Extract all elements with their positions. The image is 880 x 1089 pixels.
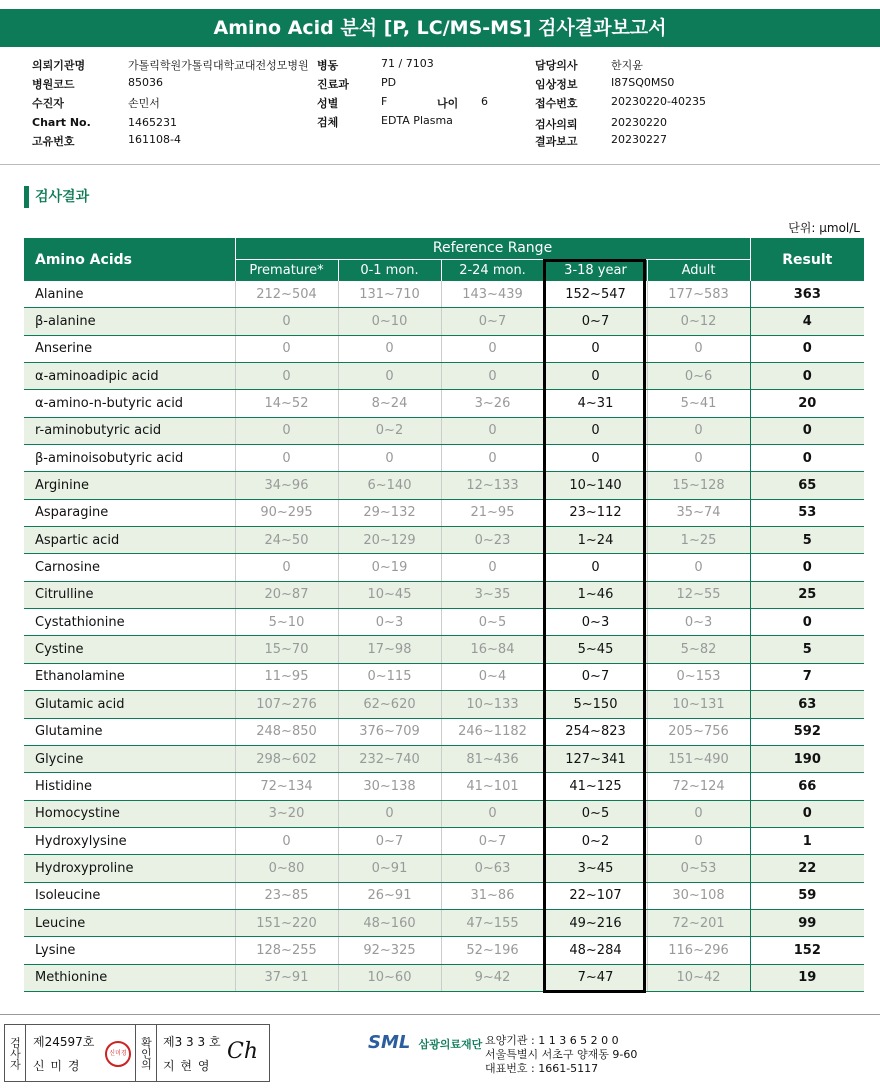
reference-range-cell: 90~295 bbox=[235, 499, 338, 526]
table-row bbox=[24, 882, 864, 909]
clinical-info-label: 임상정보 bbox=[535, 78, 578, 91]
reference-range-cell: 30~108 bbox=[647, 882, 750, 909]
sml-logo-text: SML bbox=[368, 1032, 411, 1053]
reference-range-cell: 0~4 bbox=[441, 663, 544, 690]
amino-acid-name: Arginine bbox=[24, 472, 235, 499]
reference-range-cell: 41~125 bbox=[544, 773, 647, 800]
amino-acid-name: Anserine bbox=[24, 335, 235, 362]
reference-range-cell: 3~26 bbox=[441, 390, 544, 417]
reference-range-cell: 0 bbox=[441, 554, 544, 581]
chart-no-value: 1465231 bbox=[128, 116, 177, 129]
reference-range-cell: 10~133 bbox=[441, 691, 544, 718]
reference-range-cell: 10~45 bbox=[338, 581, 441, 608]
result-cell: 59 bbox=[750, 882, 864, 909]
reference-range-cell: 8~24 bbox=[338, 390, 441, 417]
department-value: PD bbox=[381, 76, 397, 89]
result-report-value: 20230227 bbox=[611, 133, 667, 146]
reference-range-cell: 0~80 bbox=[235, 855, 338, 882]
result-cell: 19 bbox=[750, 964, 864, 991]
footer-info bbox=[485, 1034, 637, 1076]
reference-range-cell: 0~7 bbox=[441, 827, 544, 854]
reference-range-cell: 0 bbox=[338, 363, 441, 390]
chart-no-label: Chart No. bbox=[32, 116, 91, 129]
reference-range-cell: 23~112 bbox=[544, 499, 647, 526]
table-row bbox=[24, 363, 864, 390]
col-reference-range: Reference Range bbox=[235, 238, 750, 259]
table-row bbox=[24, 417, 864, 444]
result-cell: 5 bbox=[750, 527, 864, 554]
reference-range-cell: 0~5 bbox=[544, 800, 647, 827]
receipt-no-value: 20230220-40235 bbox=[611, 95, 706, 108]
reference-range-cell: 5~41 bbox=[647, 390, 750, 417]
amino-acid-name: Glutamic acid bbox=[24, 691, 235, 718]
hospital-code-value: 85036 bbox=[128, 76, 163, 89]
reference-range-cell: 10~60 bbox=[338, 964, 441, 991]
reference-range-cell: 0 bbox=[441, 445, 544, 472]
reference-range-cell: 298~602 bbox=[235, 745, 338, 772]
result-cell: 0 bbox=[750, 609, 864, 636]
receipt-no-label: 접수번호 bbox=[535, 97, 578, 110]
reference-range-cell: 5~10 bbox=[235, 609, 338, 636]
reference-range-cell: 0~23 bbox=[441, 527, 544, 554]
reference-range-cell: 81~436 bbox=[441, 745, 544, 772]
reference-range-cell: 0~3 bbox=[647, 609, 750, 636]
reference-range-cell: 21~95 bbox=[441, 499, 544, 526]
reference-range-cell: 10~131 bbox=[647, 691, 750, 718]
reference-range-cell: 15~128 bbox=[647, 472, 750, 499]
table-row bbox=[24, 964, 864, 991]
sml-logo bbox=[368, 1032, 482, 1053]
reference-range-cell: 0~3 bbox=[338, 609, 441, 636]
amino-acid-name: Glutamine bbox=[24, 718, 235, 745]
amino-acid-name: Methionine bbox=[24, 964, 235, 991]
test-request-value: 20230220 bbox=[611, 116, 667, 129]
ward-label: 병동 bbox=[317, 59, 339, 72]
reference-range-cell: 5~45 bbox=[544, 636, 647, 663]
reference-range-cell: 254~823 bbox=[544, 718, 647, 745]
report-title: Amino Acid 분석 [P, LC/MS-MS] 검사결과보고서 bbox=[0, 9, 880, 47]
reference-range-cell: 0 bbox=[647, 554, 750, 581]
reference-range-cell: 0 bbox=[441, 800, 544, 827]
section-title: 검사결과 bbox=[24, 186, 89, 208]
reference-range-cell: 0~7 bbox=[544, 663, 647, 690]
reference-range-cell: 0 bbox=[235, 335, 338, 362]
amino-acid-name: Cystathionine bbox=[24, 609, 235, 636]
confirm-signature: Ch bbox=[227, 1039, 259, 1064]
results-body bbox=[24, 281, 864, 991]
amino-acid-name: α-amino-n-butyric acid bbox=[24, 390, 235, 417]
amino-acid-name: β-alanine bbox=[24, 308, 235, 335]
reference-range-cell: 16~84 bbox=[441, 636, 544, 663]
reference-range-cell: 246~1182 bbox=[441, 718, 544, 745]
result-cell: 0 bbox=[750, 445, 864, 472]
reference-range-cell: 0~2 bbox=[544, 827, 647, 854]
result-cell: 363 bbox=[750, 281, 864, 308]
requesting-institution-label: 의뢰기관명 bbox=[32, 59, 86, 72]
reference-range-cell: 127~341 bbox=[544, 745, 647, 772]
result-cell: 0 bbox=[750, 800, 864, 827]
col-amino-acids: Amino Acids bbox=[24, 238, 235, 281]
ref-col-0-1-mon: 0-1 mon. bbox=[338, 259, 441, 281]
reference-range-cell: 0~3 bbox=[544, 609, 647, 636]
reference-range-cell: 5~82 bbox=[647, 636, 750, 663]
reference-range-cell: 0 bbox=[235, 554, 338, 581]
reference-range-cell: 0 bbox=[647, 827, 750, 854]
amino-acid-name: Ethanolamine bbox=[24, 663, 235, 690]
reference-range-cell: 12~55 bbox=[647, 581, 750, 608]
amino-acid-name: Isoleucine bbox=[24, 882, 235, 909]
reference-range-cell: 0 bbox=[647, 417, 750, 444]
result-cell: 25 bbox=[750, 581, 864, 608]
table-row bbox=[24, 827, 864, 854]
reference-range-cell: 29~132 bbox=[338, 499, 441, 526]
sex-value: F bbox=[381, 95, 388, 108]
table-row bbox=[24, 445, 864, 472]
reference-range-cell: 0 bbox=[647, 800, 750, 827]
table-row bbox=[24, 636, 864, 663]
table-row bbox=[24, 909, 864, 936]
reference-range-cell: 0 bbox=[235, 308, 338, 335]
tester-label-text: 검사자 bbox=[8, 1036, 22, 1070]
amino-acid-name: Hydroxylysine bbox=[24, 827, 235, 854]
reference-range-cell: 128~255 bbox=[235, 937, 338, 964]
reference-range-cell: 52~196 bbox=[441, 937, 544, 964]
reference-range-cell: 0 bbox=[647, 445, 750, 472]
reference-range-cell: 3~35 bbox=[441, 581, 544, 608]
reference-range-cell: 49~216 bbox=[544, 909, 647, 936]
reference-range-cell: 151~220 bbox=[235, 909, 338, 936]
table-row bbox=[24, 281, 864, 308]
reference-range-cell: 0~6 bbox=[647, 363, 750, 390]
reference-range-cell: 0 bbox=[235, 445, 338, 472]
reference-range-cell: 107~276 bbox=[235, 691, 338, 718]
reference-range-cell: 10~140 bbox=[544, 472, 647, 499]
reference-range-cell: 0 bbox=[544, 335, 647, 362]
amino-acid-name: r-aminobutyric acid bbox=[24, 417, 235, 444]
reference-range-cell: 0~5 bbox=[441, 609, 544, 636]
age-value: 6 bbox=[481, 95, 488, 108]
result-cell: 7 bbox=[750, 663, 864, 690]
tester-label bbox=[5, 1025, 26, 1081]
result-cell: 0 bbox=[750, 363, 864, 390]
header-divider bbox=[0, 164, 880, 165]
signature-box bbox=[4, 1024, 270, 1082]
reference-range-cell: 0 bbox=[441, 417, 544, 444]
amino-acid-name: Alanine bbox=[24, 281, 235, 308]
table-row bbox=[24, 718, 864, 745]
amino-acid-name: Lysine bbox=[24, 937, 235, 964]
reference-range-cell: 10~42 bbox=[647, 964, 750, 991]
test-request-label: 검사의뢰 bbox=[535, 118, 578, 131]
reference-range-cell: 14~52 bbox=[235, 390, 338, 417]
reference-range-cell: 17~98 bbox=[338, 636, 441, 663]
amino-acid-name: Homocystine bbox=[24, 800, 235, 827]
reference-range-cell: 0 bbox=[647, 335, 750, 362]
amino-acid-name: Glycine bbox=[24, 745, 235, 772]
result-cell: 0 bbox=[750, 417, 864, 444]
reference-range-cell: 0 bbox=[544, 445, 647, 472]
ref-col-premature: Premature* bbox=[235, 259, 338, 281]
patient-value: 손민서 bbox=[128, 97, 160, 110]
reference-range-cell: 92~325 bbox=[338, 937, 441, 964]
footer-phone: 대표번호 : 1661-5117 bbox=[485, 1062, 599, 1075]
reference-range-cell: 35~74 bbox=[647, 499, 750, 526]
reference-range-cell: 72~134 bbox=[235, 773, 338, 800]
reference-range-cell: 4~31 bbox=[544, 390, 647, 417]
tester-name: 신 미 경 bbox=[33, 1059, 81, 1073]
clinical-info-value: I87SQ0MS0 bbox=[611, 76, 675, 89]
reference-range-cell: 5~150 bbox=[544, 691, 647, 718]
reference-range-cell: 72~201 bbox=[647, 909, 750, 936]
table-row bbox=[24, 499, 864, 526]
reference-range-cell: 0~63 bbox=[441, 855, 544, 882]
table-row bbox=[24, 855, 864, 882]
result-cell: 53 bbox=[750, 499, 864, 526]
table-row bbox=[24, 390, 864, 417]
result-cell: 63 bbox=[750, 691, 864, 718]
table-row bbox=[24, 663, 864, 690]
ref-col-2-24-mon: 2-24 mon. bbox=[441, 259, 544, 281]
amino-acid-name: Carnosine bbox=[24, 554, 235, 581]
amino-acid-name: Leucine bbox=[24, 909, 235, 936]
reference-range-cell: 0~2 bbox=[338, 417, 441, 444]
amino-acid-name: Asparagine bbox=[24, 499, 235, 526]
amino-acid-name: Histidine bbox=[24, 773, 235, 800]
reference-range-cell: 48~284 bbox=[544, 937, 647, 964]
table-row bbox=[24, 609, 864, 636]
reference-range-cell: 0 bbox=[441, 335, 544, 362]
ward-value: 71 / 7103 bbox=[381, 57, 434, 70]
reference-range-cell: 11~95 bbox=[235, 663, 338, 690]
age-label: 나이 bbox=[437, 97, 459, 110]
reference-range-cell: 62~620 bbox=[338, 691, 441, 718]
reference-range-cell: 41~101 bbox=[441, 773, 544, 800]
reference-range-cell: 31~86 bbox=[441, 882, 544, 909]
reference-range-cell: 47~155 bbox=[441, 909, 544, 936]
reference-range-cell: 0 bbox=[338, 445, 441, 472]
reference-range-cell: 232~740 bbox=[338, 745, 441, 772]
reference-range-cell: 177~583 bbox=[647, 281, 750, 308]
result-cell: 0 bbox=[750, 554, 864, 581]
doctor-value: 한지윤 bbox=[611, 59, 643, 72]
table-row bbox=[24, 937, 864, 964]
reference-range-cell: 26~91 bbox=[338, 882, 441, 909]
specimen-label: 검체 bbox=[317, 116, 339, 129]
amino-acid-name: Cystine bbox=[24, 636, 235, 663]
reference-range-cell: 0 bbox=[338, 335, 441, 362]
reference-range-cell: 0~7 bbox=[544, 308, 647, 335]
reference-range-cell: 6~140 bbox=[338, 472, 441, 499]
reference-range-cell: 0~91 bbox=[338, 855, 441, 882]
result-cell: 1 bbox=[750, 827, 864, 854]
result-cell: 20 bbox=[750, 390, 864, 417]
requesting-institution-value: 가톨릭학원가톨릭대학교대전성모병원 bbox=[128, 59, 309, 72]
reference-range-cell: 143~439 bbox=[441, 281, 544, 308]
reference-range-cell: 205~756 bbox=[647, 718, 750, 745]
reference-range-cell: 376~709 bbox=[338, 718, 441, 745]
unique-no-value: 161108-4 bbox=[128, 133, 181, 146]
specimen-value: EDTA Plasma bbox=[381, 114, 453, 127]
reference-range-cell: 37~91 bbox=[235, 964, 338, 991]
reference-range-cell: 0~153 bbox=[647, 663, 750, 690]
sex-label: 성별 bbox=[317, 97, 339, 110]
reference-range-cell: 0 bbox=[235, 417, 338, 444]
ref-col-3-18-year: 3-18 year bbox=[544, 259, 647, 281]
result-cell: 0 bbox=[750, 335, 864, 362]
reference-range-cell: 0 bbox=[441, 363, 544, 390]
reference-range-cell: 0 bbox=[544, 417, 647, 444]
tester-stamp: 신미경 bbox=[105, 1041, 131, 1067]
reference-range-cell: 1~46 bbox=[544, 581, 647, 608]
reference-range-cell: 1~24 bbox=[544, 527, 647, 554]
table-row bbox=[24, 581, 864, 608]
unique-no-label: 고유번호 bbox=[32, 135, 75, 148]
confirm-name: 지 현 영 bbox=[163, 1059, 211, 1073]
confirm-label bbox=[135, 1025, 157, 1081]
footer-address: 서울특별시 서초구 양재동 9-60 bbox=[485, 1048, 638, 1061]
reference-range-cell: 0~7 bbox=[338, 827, 441, 854]
reference-range-cell: 0 bbox=[338, 800, 441, 827]
reference-range-cell: 116~296 bbox=[647, 937, 750, 964]
sml-logo-subtitle: 삼광의료재단 bbox=[418, 1038, 483, 1051]
reference-range-cell: 151~490 bbox=[647, 745, 750, 772]
patient-label: 수진자 bbox=[32, 97, 64, 110]
table-row bbox=[24, 691, 864, 718]
reference-range-cell: 0 bbox=[544, 554, 647, 581]
table-row bbox=[24, 527, 864, 554]
result-cell: 4 bbox=[750, 308, 864, 335]
result-cell: 152 bbox=[750, 937, 864, 964]
reference-range-cell: 0 bbox=[544, 363, 647, 390]
confirm-label-text: 확인의 bbox=[139, 1036, 153, 1070]
reference-range-cell: 0~12 bbox=[647, 308, 750, 335]
reference-range-cell: 0 bbox=[235, 827, 338, 854]
amino-acid-name: Hydroxyproline bbox=[24, 855, 235, 882]
reference-range-cell: 131~710 bbox=[338, 281, 441, 308]
table-row bbox=[24, 800, 864, 827]
result-cell: 592 bbox=[750, 718, 864, 745]
amino-acid-name: Citrulline bbox=[24, 581, 235, 608]
result-report-label: 결과보고 bbox=[535, 135, 578, 148]
result-cell: 66 bbox=[750, 773, 864, 800]
reference-range-cell: 3~20 bbox=[235, 800, 338, 827]
amino-acid-name: Aspartic acid bbox=[24, 527, 235, 554]
hospital-code-label: 병원코드 bbox=[32, 78, 75, 91]
reference-range-cell: 72~124 bbox=[647, 773, 750, 800]
department-label: 진료과 bbox=[317, 78, 349, 91]
reference-range-cell: 22~107 bbox=[544, 882, 647, 909]
result-cell: 5 bbox=[750, 636, 864, 663]
amino-acid-results-table bbox=[24, 238, 864, 992]
reference-range-cell: 30~138 bbox=[338, 773, 441, 800]
result-cell: 99 bbox=[750, 909, 864, 936]
reference-range-cell: 48~160 bbox=[338, 909, 441, 936]
table-row bbox=[24, 554, 864, 581]
amino-acid-name: α-aminoadipic acid bbox=[24, 363, 235, 390]
reference-range-cell: 12~133 bbox=[441, 472, 544, 499]
reference-range-cell: 0~115 bbox=[338, 663, 441, 690]
unit-label: 단위: μmol/L bbox=[788, 221, 860, 235]
reference-range-cell: 0 bbox=[235, 363, 338, 390]
reference-range-cell: 23~85 bbox=[235, 882, 338, 909]
ref-col-adult: Adult bbox=[647, 259, 750, 281]
reference-range-cell: 24~50 bbox=[235, 527, 338, 554]
table-row bbox=[24, 472, 864, 499]
confirm-no: 제3 3 3 호 bbox=[163, 1035, 221, 1049]
table-row bbox=[24, 745, 864, 772]
reference-range-cell: 248~850 bbox=[235, 718, 338, 745]
footer-divider bbox=[0, 1014, 880, 1015]
tester-no: 제24597호 bbox=[33, 1035, 95, 1049]
reference-range-cell: 3~45 bbox=[544, 855, 647, 882]
reference-range-cell: 34~96 bbox=[235, 472, 338, 499]
reference-range-cell: 212~504 bbox=[235, 281, 338, 308]
reference-range-cell: 20~87 bbox=[235, 581, 338, 608]
footer-code: 요양기관 : 1 1 3 6 5 2 0 0 bbox=[485, 1034, 619, 1047]
reference-range-cell: 7~47 bbox=[544, 964, 647, 991]
table-row bbox=[24, 308, 864, 335]
reference-range-cell: 20~129 bbox=[338, 527, 441, 554]
reference-range-cell: 1~25 bbox=[647, 527, 750, 554]
reference-range-cell: 9~42 bbox=[441, 964, 544, 991]
result-cell: 65 bbox=[750, 472, 864, 499]
table-row bbox=[24, 335, 864, 362]
reference-range-cell: 0~53 bbox=[647, 855, 750, 882]
reference-range-cell: 0~7 bbox=[441, 308, 544, 335]
col-result: Result bbox=[750, 238, 864, 281]
table-row bbox=[24, 773, 864, 800]
reference-range-cell: 15~70 bbox=[235, 636, 338, 663]
doctor-label: 담당의사 bbox=[535, 59, 578, 72]
reference-range-cell: 152~547 bbox=[544, 281, 647, 308]
reference-range-cell: 0~10 bbox=[338, 308, 441, 335]
result-cell: 190 bbox=[750, 745, 864, 772]
amino-acid-name: β-aminoisobutyric acid bbox=[24, 445, 235, 472]
reference-range-cell: 0~19 bbox=[338, 554, 441, 581]
result-cell: 22 bbox=[750, 855, 864, 882]
